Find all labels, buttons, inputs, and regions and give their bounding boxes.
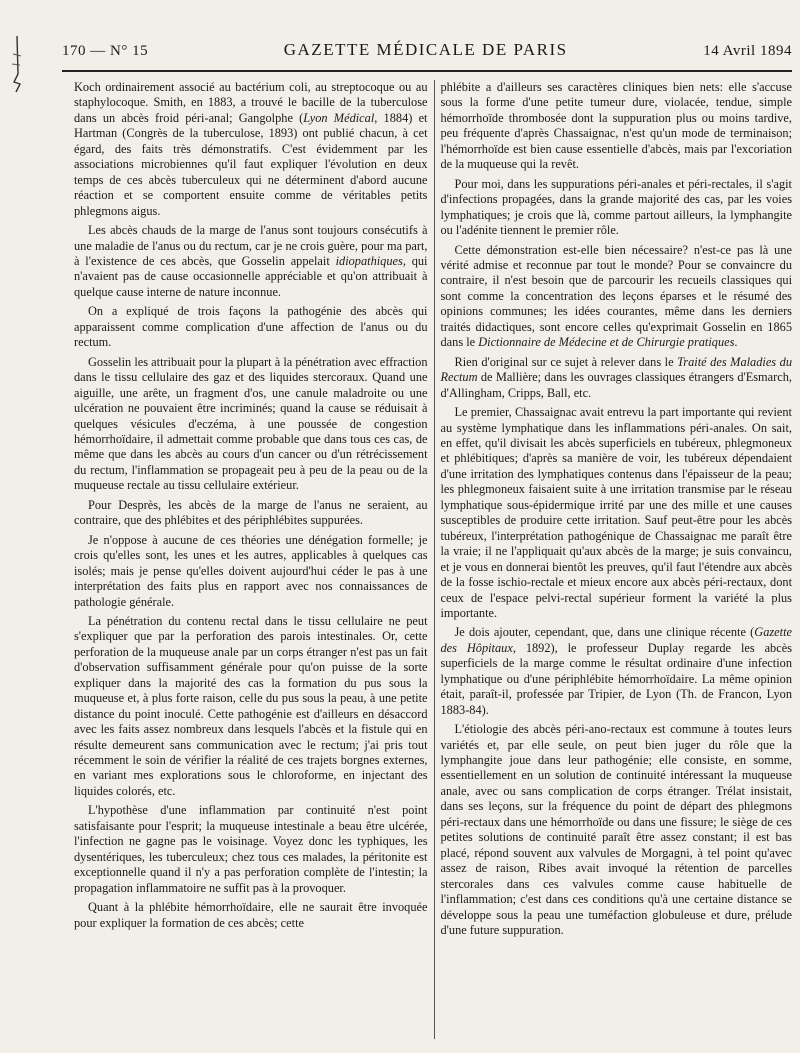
- paragraph-text: Les abcès chauds de la marge de l'anus sont toujours consécutifs à une maladie de l'anus ou du rectum, car je ne crois guère, pour ma part, à l'existence de ces abcès, que Gosselin appelait: [74, 223, 428, 268]
- paragraph-text: On a expliqué de trois façons la pathogénie des abcès qui apparaissent comme complication d'une affection de l'anus ou du rectum.: [74, 304, 428, 350]
- paragraph-text: Je n'oppose à aucune de ces théories une dénégation formelle; je crois qu'elles sont, les unes et les autres, applicables à quelques cas isolés; mais je pense qu'elles doivent aujourd'hui céder le pas à une interprétation des faits plus en rapport avec nos connaissances de pathologie générale.: [74, 532, 428, 609]
- article-columns: [74, 80, 792, 1039]
- paragraph-text: phlébite a d'ailleurs ses caractères cliniques bien nets: elle s'accuse sous la forme d'une petite tumeur dure, violacée, tendue, simple hémorrhoïde thrombosée dont la suppuration plus ou moins tardive, peu fréquente d'après Chassaignac, n'est qu'un mode de terminaison; l'hémorrhoïde est bien cause essentielle d'abcès, mais par l'excoriation de la muqueuse qui la revêt.: [440, 80, 792, 172]
- italic-title: Gazette des Hôpitaux: [440, 625, 792, 655]
- paragraph: [74, 900, 428, 931]
- italic-title: Dictionnaire de Médecine et de Chirurgie pratiques: [478, 335, 735, 350]
- paragraph-text: Gosselin les attribuait pour la plupart à la pénétration avec effraction dans le tissu cellulaire des gaz et des liquides stercoraux. Quand une aiguille, une arête, un fragment d'os, une canule maladroite ou une ulcération ne pouvaient être incriminés; quand la cause se réduisait à quelques vésicules d'eczéma, à une poussée de congestion hémorrhoïdaire, il admettait comme probable que dans tous ces cas, de même que dans les abcès au cours d'un cancer ou d'un rétrécissement du rectum, l'inflammation se propageait peu à peu de la peau ou de la muqueuse rectale au tissu cellulaire extérieur.: [74, 354, 428, 493]
- paragraph: [74, 498, 428, 529]
- paragraph-text: de Mallière; dans les ouvrages classiques étrangers d'Esmarch, d'Allingham, Cripps, Ball, etc.: [440, 370, 792, 400]
- paragraph-text: , qui n'avaient pas de cause occasionnelle appréciable et qu'on attribuait à quelque cause interne de nature inconnue.: [74, 253, 428, 299]
- paragraph-text: Cette démonstration est-elle bien nécessaire? n'est-ce pas là une vérité admise et reconnue par tout le monde? Pour se convaincre du contraire, il n'est besoin que de parcourir les recueils classiques qui sont comme la concentration des leçons éparses et le résumé des opinions communes; les idées courantes, même dans les derniers traités didactiques, sont encore celles qu'exprimait Gosselin en 1865 dans le: [440, 242, 792, 350]
- paragraph-text: Pour moi, dans les suppurations péri-anales et péri-rectales, il s'agit d'infections propagées, dans la grande majorité des cas, par les voies lymphatiques; je crois que là, comme partout ailleurs, la lymphangite ou l'adénite tiennent le premier rôle.: [440, 176, 792, 238]
- journal-title: GAZETTE MÉDICALE DE PARIS: [283, 40, 568, 59]
- paragraph: [441, 80, 793, 173]
- paragraph-text: Le premier, Chassaignac avait entrevu la part importante qui revient au système lymphatique dans les inflammations péri-anales. On sait, en effet, qu'il divisait les abcès superficiels en tubéreux, phlegmoneux et phlébitiques; d'après sa manière de voir, les tubéreux dépendaient d'une irritation des lymphatiques contenus dans l'épaisseur de la peau; les phlegmoneux faisaient suite à une irritation transmise par le réseau lymphatique sous-épidermique irrité par une des mille et une causes susceptibles de produire cette irritation. Sauf peut-être pour les abcès tubéreux, l'interprétation pathogénique de Chassaignac me paraît être la vraie; il ne l'appliquait qu'aux abcès de la marge; je suis convaincu, et je vous en donnerai bientôt les preuves, qu'il faut l'étendre aux abcès de la fosse ischio-rectale et mieux encore aux abcès péri-rectaux, dont ceux de l'espace pelvi-rectal supérieur forment la variété la plus importante.: [440, 405, 792, 620]
- paragraph-text: La pénétration du contenu rectal dans le tissu cellulaire ne peut s'expliquer que par la perforation des parois intestinales. Or, cette perforation de la muqueuse anale par un corps étranger n'est pas un fait d'observation suffisamment générale pour qu'on puisse de la sorte expliquer dans la majorité des cas la formation du pus sous la muqueuse et, à plus forte raison, celle du pus sous la peau, à une petite distance du point inoculé. Cette pathogénie est d'ailleurs en désaccord avec les faits assez nombreux dans lesquels l'abcès et la fistule qui en résulte demeurent sans communication avec le rectum; j'ai pris tout récemment le soin de vérifier la réalité de ces trajets borgnes externes, en variant mes explorations sous le chloroforme, en injectant des liquides colorés, etc.: [74, 613, 428, 798]
- paragraph-text: Quant à la phlébite hémorrhoïdaire, elle ne saurait être invoquée pour expliquer la formation de ces abcès; cette: [74, 900, 428, 930]
- paragraph-text: Je dois ajouter, cependant, que, dans une clinique récente (: [454, 625, 755, 640]
- paragraph-text: Koch ordinairement associé au bactérium coli, au streptocoque ou au staphylocoque. Smith, en 1883, a trouvé le bacille de la tuberculose dans un abcès froid péri-anal; Gangolphe (: [74, 80, 428, 125]
- italic-title: Lyon Médical: [303, 110, 375, 125]
- paragraph: [74, 614, 428, 799]
- paragraph: [441, 177, 793, 239]
- page-number: 170 — N° 15: [62, 43, 149, 59]
- paragraph: [74, 533, 428, 610]
- paragraph: [74, 803, 428, 896]
- margin-pen-mark-icon: [8, 34, 26, 96]
- paragraph: [74, 223, 428, 300]
- italic-title: Traité des Maladies du Rectum: [440, 354, 792, 385]
- paragraph-text: Rien d'original sur ce sujet à relever dans le: [454, 354, 678, 369]
- page-header: [62, 40, 792, 66]
- paragraph: [441, 405, 793, 621]
- paragraph: [74, 304, 428, 350]
- paragraph-text: , 1884) et Hartman (Congrès de la tuberculose, 1893) ont publié chacun, à cet égard, des faits très démonstratifs. C'est évidemment par les associations microbiennes qu'il faut expliquer l'évolution en deux temps de ces abcès tuberculeux qui ne déterminent d'abord aucune réaction et se comportent ensuite comme de véritables petits phlegmons aigus.: [74, 110, 428, 218]
- right-column: [434, 80, 793, 1039]
- paragraph-text: .: [734, 335, 738, 350]
- paragraph: [441, 625, 793, 718]
- paragraph-text: , 1892), le professeur Duplay regarde les abcès superficiels de la marge comme le résultat ordinaire d'une infection lymphatique ou d'une périphlébite hémorrhoïdaire. La même opinion était, paraît-il, professée par Tripier, de Lyon (Th. de Francon, Lyon 1883-84).: [440, 640, 792, 717]
- paragraph-text: L'étiologie des abcès péri-ano-rectaux est commune à toutes leurs variétés et, par elle seule, on peut bien juger du rôle que la lymphangite joue dans leur pathogénie; elle consiste, en somme, essentiellement en un solution de continuité intéressant la muqueuse anale, avec ou sans complication de corps étranger. Trélat insistait, dans ses leçons, sur la fréquence du point de départ des phlegmons péri-rectaux dans une hémorrhoïde ou dans une fissure; le siège de ces petites solutions de continuité paraît être assez constant; il est bas placé, répond souvent aux valvules de Morgagni, à tel point qu'avec assez de raison, Ribes avait invoqué la rétention de parcelles stercorales dans ces valvules comme cause habituelle de l'inflammation; c'est dans ces conditions qu'à une certaine distance se développe sous la peau une tuméfaction globuleuse et dure, prélude d'une future suppuration.: [440, 722, 792, 938]
- paragraph: [441, 355, 793, 401]
- header-rule: [62, 70, 792, 72]
- paragraph: [74, 80, 428, 219]
- paragraph-text: L'hypothèse d'une inflammation par continuité n'est point satisfaisante pour l'esprit; la muqueuse intestinale a beau être ulcérée, l'infection ne gagne pas le voisinage. Voyez donc les typhiques, les dysentériques, les tuberculeux; chez tous ces malades, la péritonite est exceptionnelle quand il n'y a pas perforation complète de l'intestin; la propagation inflammatoire ne suffit pas à la provoquer.: [74, 803, 428, 895]
- paragraph: [441, 722, 793, 938]
- paragraph: [441, 243, 793, 351]
- paragraph-text: Pour Desprès, les abcès de la marge de l'anus ne seraient, au contraire, que des phlébites et des périphlébites suppurées.: [74, 497, 428, 528]
- left-column: [74, 80, 428, 1039]
- paragraph: [74, 355, 428, 494]
- italic-title: idiopathiques: [335, 253, 403, 268]
- issue-date: 14 Avril 1894: [703, 43, 792, 59]
